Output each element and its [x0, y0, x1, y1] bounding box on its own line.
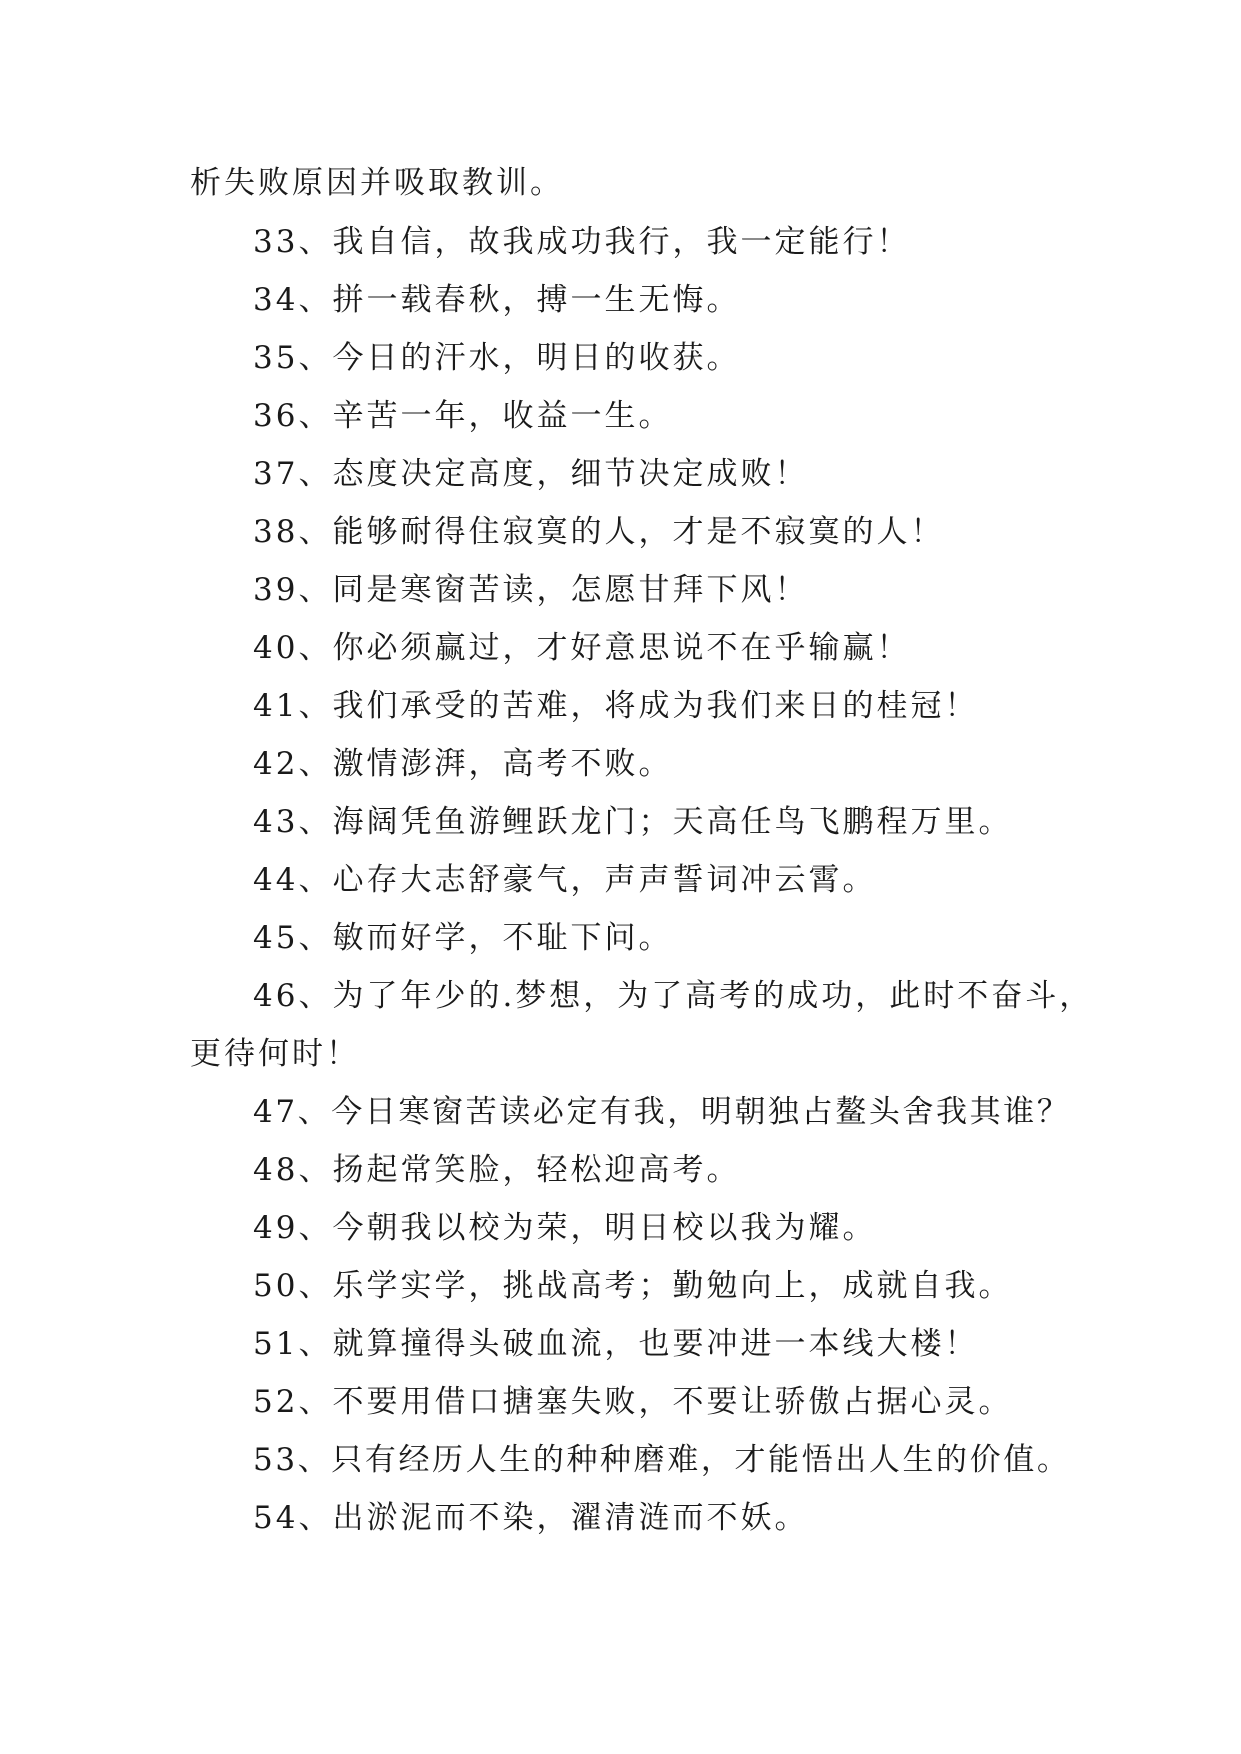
list-item: 35、今日的汗水，明日的收获。: [253, 340, 741, 376]
list-item: 44、心存大志舒豪气，声声誓词冲云霄。: [253, 862, 877, 898]
list-item: 37、态度决定高度，细节决定成败！: [253, 456, 809, 492]
list-item: 42、激情澎湃，高考不败。: [253, 746, 673, 782]
list-item: 51、就算撞得头破血流，也要冲进一本线大楼！: [253, 1326, 979, 1362]
list-item: 38、能够耐得住寂寞的人，才是不寂寞的人！: [253, 514, 945, 550]
list-item: 41、我们承受的苦难，将成为我们来日的桂冠！: [253, 688, 979, 724]
text-line: 更待何时！: [190, 1036, 360, 1072]
list-item: 46、为了年少的.梦想，为了高考的成功，此时不奋斗，: [253, 978, 1094, 1014]
list-item: 49、今朝我以校为荣，明日校以我为耀。: [253, 1210, 877, 1246]
list-item: 33、我自信，故我成功我行，我一定能行！: [253, 224, 911, 260]
list-item: 50、乐学实学，挑战高考；勤勉向上，成就自我。: [253, 1268, 1013, 1304]
text-line: 析失败原因并吸取教训。: [190, 165, 564, 201]
list-item: 53、只有经历人生的种种磨难，才能悟出人生的价值。: [253, 1442, 1071, 1478]
list-item: 45、敏而好学，不耻下问。: [253, 920, 673, 956]
list-item: 48、扬起常笑脸，轻松迎高考。: [253, 1152, 741, 1188]
list-item: 39、同是寒窗苦读，怎愿甘拜下风！: [253, 572, 809, 608]
list-item: 34、拼一载春秋，搏一生无悔。: [253, 282, 741, 318]
list-item: 40、你必须赢过，才好意思说不在乎输赢！: [253, 630, 911, 666]
list-item: 43、海阔凭鱼游鲤跃龙门；天高任鸟飞鹏程万里。: [253, 804, 1013, 840]
list-item: 47、今日寒窗苦读必定有我，明朝独占鳌头舍我其谁？: [253, 1094, 1071, 1130]
list-item: 36、辛苦一年，收益一生。: [253, 398, 673, 434]
list-item: 54、出淤泥而不染，濯清涟而不妖。: [253, 1500, 809, 1536]
list-item: 52、不要用借口搪塞失败，不要让骄傲占据心灵。: [253, 1384, 1013, 1420]
